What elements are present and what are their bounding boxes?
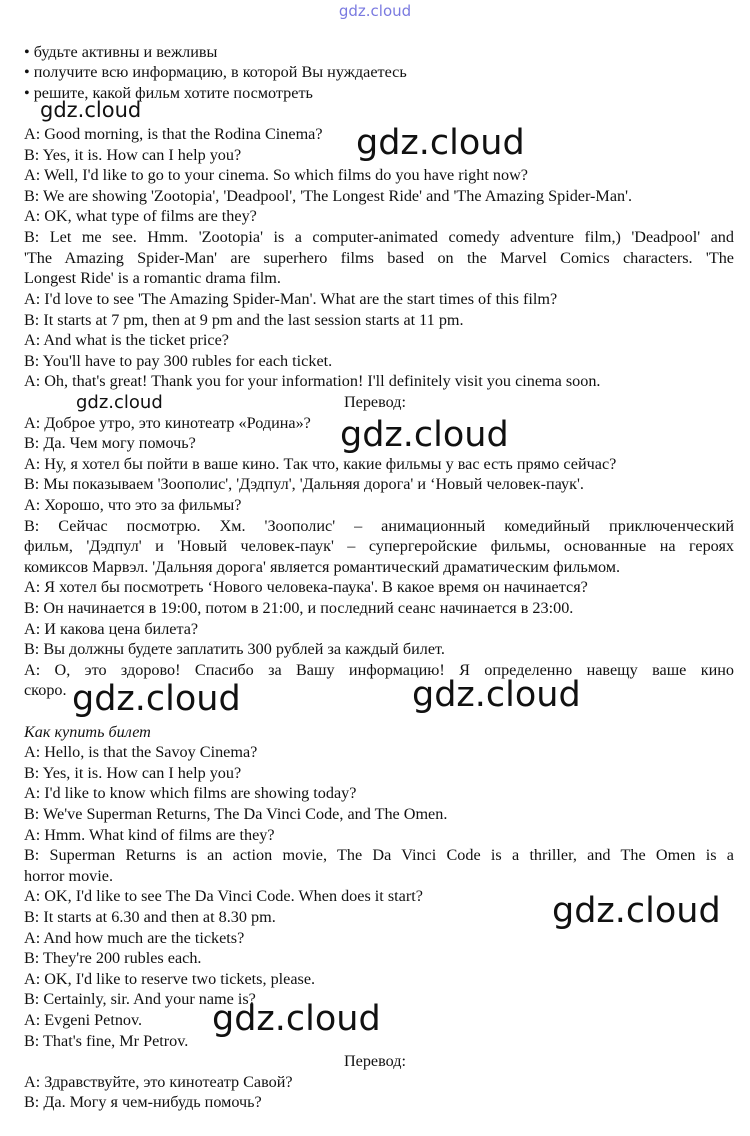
text-line: A: OK, I'd like to reserve two tickets, please. [24, 970, 316, 988]
watermark-top: gdz.cloud [338, 2, 412, 20]
text-line: А: И какова цена билета? [24, 620, 199, 638]
text-line: A: I'd like to know which films are showing today? [24, 784, 357, 802]
text-line: A: Oh, that's great! Thank you for your information! I'll definitely visit you cinema soon. [24, 372, 601, 390]
text-line: B: It starts at 7 pm, then at 9 pm and the last session starts at 11 pm. [24, 311, 464, 329]
text-line: А: Здравствуйте, это кинотеатр Савой? [24, 1073, 293, 1091]
text-line: B: They're 200 rubles each. [24, 949, 202, 967]
text-line: • решите, какой фильм хотите посмотреть [24, 84, 313, 102]
text-line: B: We've Superman Returns, The Da Vinci Code, and The Omen. [24, 805, 448, 823]
text-line: В: Мы показываем 'Зоополис', 'Дэдпул', 'Дальняя дорога' и ‘Новый человек-паук'. [24, 475, 584, 493]
text-line: A: OK, I'd like to see The Da Vinci Code. When does it start? [24, 887, 423, 905]
text-line: комиксов Марвэл. 'Дальняя дорога' является романтический драматическим фильмом. [24, 558, 621, 576]
text-line: B: You'll have to pay 300 rubles for each ticket. [24, 352, 333, 370]
watermark: gdz.cloud [76, 392, 163, 413]
section-heading: Перевод: [343, 1052, 407, 1070]
watermark: gdz.cloud [212, 999, 381, 1039]
text-line: A: And how much are the tickets? [24, 929, 245, 947]
text-line: A: I'd love to see 'The Amazing Spider-Man'. What are the start times of this film? [24, 290, 558, 308]
text-line: скоро. [24, 681, 67, 699]
text-line: В: Сейчас посмотрю. Хм. 'Зоополис' – анимационный комедийный приключенческий [24, 517, 734, 535]
text-line: A: OK, what type of films are they? [24, 207, 257, 225]
text-line: В: Да. Могу я чем-нибудь помочь? [24, 1093, 262, 1111]
text-line: B: Certainly, sir. And your name is? [24, 990, 256, 1008]
text-line: А: Доброе утро, это кинотеатр «Родина»? [24, 414, 311, 432]
text-line: A: Good morning, is that the Rodina Cinema? [24, 125, 323, 143]
watermark: gdz.cloud [552, 891, 721, 931]
text-line: A: Evgeni Petnov. [24, 1011, 143, 1029]
text-line: А: Ну, я хотел бы пойти в ваше кино. Так что, какие фильмы у вас есть прямо сейчас? [24, 455, 617, 473]
text-line: A: Hmm. What kind of films are they? [24, 826, 275, 844]
text-line: 'The Amazing Spider-Man' are superhero films based on the Marvel Comics characters. 'The [24, 249, 734, 267]
text-line: В: Да. Чем могу помочь? [24, 434, 196, 452]
text-line: B: Let me see. Hmm. 'Zootopia' is a computer-animated comedy adventure film,) 'Deadpool' and [24, 228, 734, 246]
watermark: gdz.cloud [356, 123, 525, 163]
watermark: gdz.cloud [340, 415, 509, 455]
text-line: • будьте активны и вежливы [24, 43, 218, 61]
text-line: В: Вы должны будете заплатить 300 рублей за каждый билет. [24, 640, 445, 658]
text-line: А: Хорошо, что это за фильмы? [24, 496, 242, 514]
text-line: • получите всю информацию, в которой Вы нуждаетесь [24, 63, 407, 81]
text-line: A: Well, I'd like to go to your cinema. So which films do you have right now? [24, 166, 528, 184]
text-line: В: Он начинается в 19:00, потом в 21:00, и последний сеанс начинается в 23:00. [24, 599, 574, 617]
text-line: B: Yes, it is. How can I help you? [24, 764, 242, 782]
text-line: Longest Ride' is a romantic drama film. [24, 269, 281, 287]
text-line: A: Hello, is that the Savoy Cinema? [24, 743, 258, 761]
text-line: фильм, 'Дэдпул' и 'Новый человек-паук' – супергеройские фильмы, основанные на героях [24, 537, 734, 555]
section-heading: Как купить билет [24, 723, 151, 741]
text-line: B: That's fine, Mr Petrov. [24, 1032, 189, 1050]
text-line: А: Я хотел бы посмотреть ‘Нового человека-паука'. В какое время он начинается? [24, 578, 588, 596]
watermark: gdz.cloud [40, 98, 142, 122]
text-line: A: And what is the ticket price? [24, 331, 229, 349]
text-line: А: О, это здорово! Спасибо за Вашу информацию! Я определенно навещу ваше кино [24, 661, 734, 679]
text-line: B: We are showing 'Zootopia', 'Deadpool', 'The Longest Ride' and 'The Amazing Spider-Man'. [24, 187, 633, 205]
watermark: gdz.cloud [72, 679, 241, 719]
section-heading: Перевод: [343, 393, 407, 411]
text-line: B: Superman Returns is an action movie, The Da Vinci Code is a thriller, and The Omen is a [24, 846, 734, 864]
text-line: B: Yes, it is. How can I help you? [24, 146, 242, 164]
watermark: gdz.cloud [412, 675, 581, 715]
text-line: B: It starts at 6.30 and then at 8.30 pm. [24, 908, 276, 926]
text-line: horror movie. [24, 867, 114, 885]
